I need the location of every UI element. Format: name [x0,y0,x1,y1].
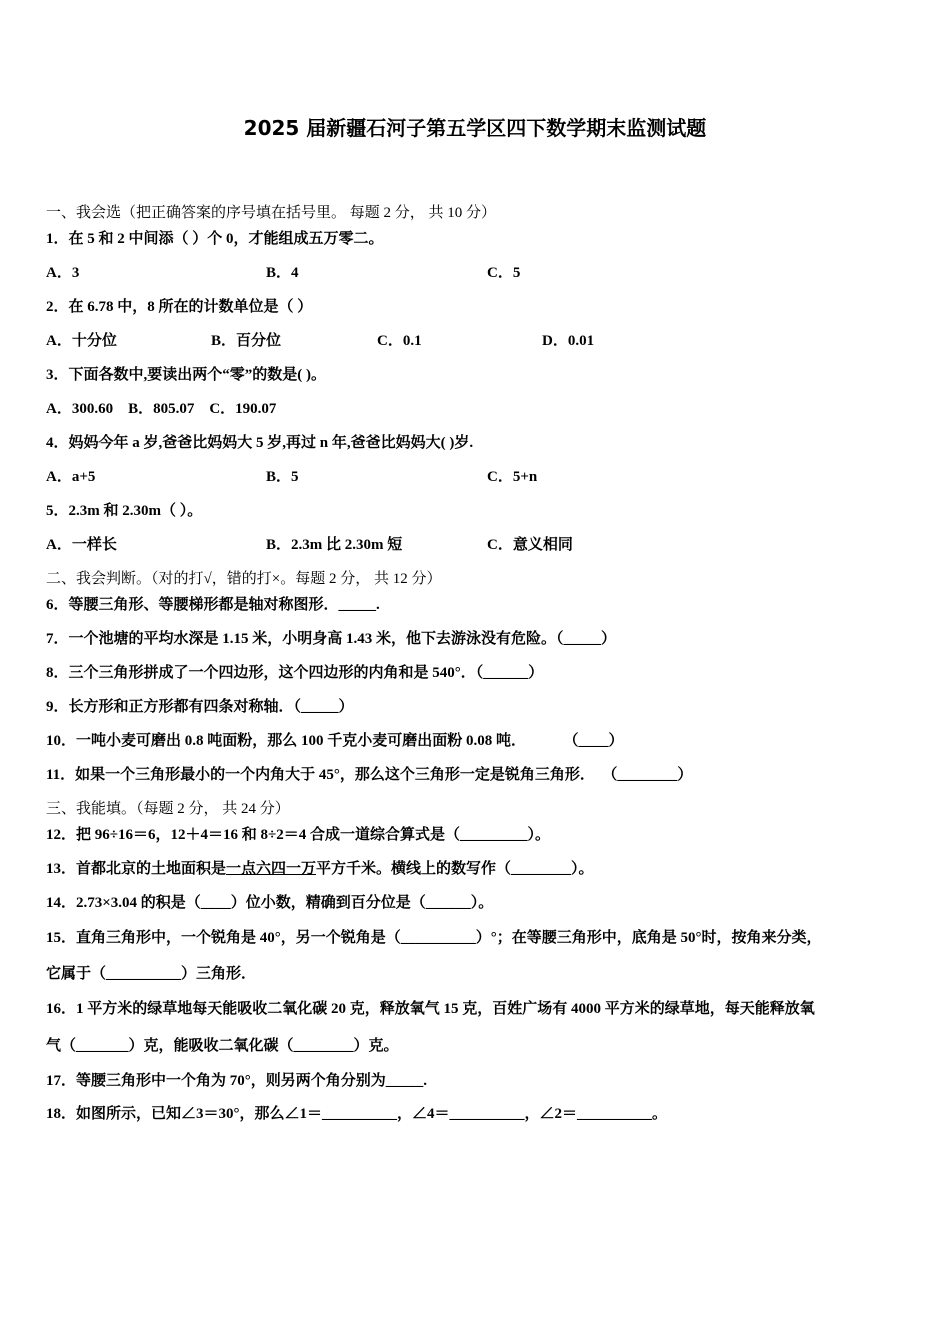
q4-option-c: C．5+n [487,469,538,485]
exam-title: 2025 届新疆石河子第五学区四下数学期末监测试题 [243,116,707,140]
question-12: 12．把 96÷16＝6，12＋4＝16 和 8÷2＝4 合成一道综合算式是（_________）。 [46,827,550,843]
question-16-line2: 气（_______）克，能吸收二氧化碳（________）克。 [46,1038,399,1054]
q2-option-d: D．0.01 [542,333,595,349]
section-2-heading: 二、我会判断。（对的打√，错的打×。每题 2 分， 共 12 分） [46,571,442,587]
q1-option-b: B．4 [266,265,299,281]
question-3: 3．下面各数中,要读出两个“零”的数是( )。 [46,367,326,383]
question-11: 11．如果一个三角形最小的一个内角大于 45°，那么这个三角形一定是锐角三角形． （________） [46,767,693,783]
question-10: 10．一吨小麦可磨出 0.8 吨面粉，那么 100 千克小麦可磨出面粉 0.08 吨． （____） [46,733,624,749]
q2-option-b: B．百分位 [211,333,282,349]
q5-option-a: A．一样长 [46,537,117,553]
question-13 [46,857,594,878]
q4-option-b: B．5 [266,469,299,485]
q1-option-a: A．3 [46,265,80,281]
q1-option-c: C．5 [487,265,521,281]
q2-option-c: C．0.1 [377,333,422,349]
question-16-line1: 16．1 平方米的绿草地每天能吸收二氧化碳 20 克，释放氧气 15 克，百姓广场有 4000 平方米的绿草地，每天能释放氧 [46,1001,815,1017]
q13-underlined: 一点六四一万 [226,861,317,877]
q5-option-b: B．2.3m 比 2.30m 短 [266,537,403,553]
question-4: 4．妈妈今年 a 岁,爸爸比妈妈大 5 岁,再过 n 年,爸爸比妈妈大( )岁. [46,435,474,451]
question-15-line1: 15．直角三角形中，一个锐角是 40°，另一个锐角是（__________）°；在等腰三角形中，底角是 50°时，按角来分类， [46,930,822,946]
q3-options: A．300.60 B．805.07 C．190.07 [46,401,277,417]
question-6: 6．等腰三角形、等腰梯形都是轴对称图形．_____. [46,597,380,613]
section-1-heading: 一、我会选（把正确答案的序号填在括号里。 每题 2 分， 共 10 分） [46,205,497,221]
q5-option-c: C．意义相同 [487,537,573,553]
question-8: 8．三个三角形拼成了一个四边形，这个四边形的内角和是 540°．（______） [46,665,544,681]
question-14: 14．2.73×3.04 的积是（____）位小数，精确到百分位是（______）。 [46,895,494,911]
question-17: 17．等腰三角形中一个角为 70°，则另两个角分别为_____. [46,1073,428,1089]
question-7: 7．一个池塘的平均水深是 1.15 米，小明身高 1.43 米，他下去游泳没有危险。（_____） [46,631,617,647]
question-15-line2: 它属于（__________）三角形． [46,966,257,982]
question-5: 5．2.3m 和 2.30m（ ）。 [46,503,203,519]
question-2: 2．在 6.78 中，8 所在的计数单位是（ ） [46,299,313,315]
q2-option-a: A．十分位 [46,333,117,349]
q4-option-a: A．a+5 [46,469,96,485]
q13-prefix: 13．首都北京的土地面积是 [46,861,227,877]
q13-suffix: 平方千米。横线上的数写作（________）。 [316,861,594,877]
question-1: 1．在 5 和 2 中间添（ ）个 0，才能组成五万零二。 [46,231,384,247]
question-9: 9．长方形和正方形都有四条对称轴．（_____） [46,699,354,715]
section-3-heading: 三、我能填。（每题 2 分， 共 24 分） [46,801,290,817]
question-18: 18．如图所示，已知∠3＝30°，那么∠1＝__________，∠4＝__________，∠2＝__________。 [46,1106,668,1122]
